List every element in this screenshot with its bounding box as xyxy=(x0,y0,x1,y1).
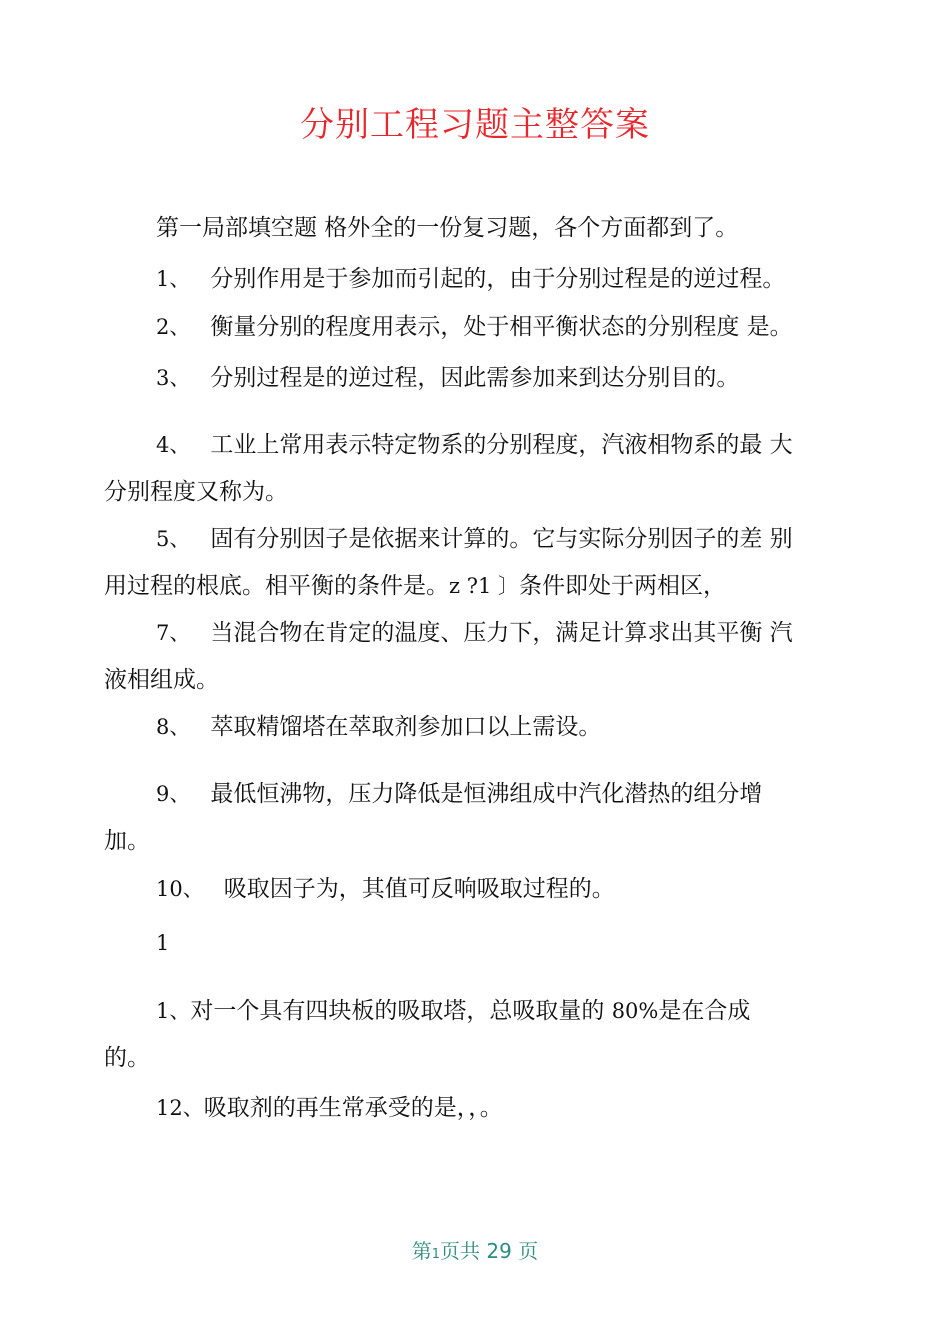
item-number: 1、 xyxy=(156,267,191,291)
footer-prefix: 第 xyxy=(411,1239,432,1263)
list-item xyxy=(156,994,750,1028)
formula-fragment: z ?1 〕 xyxy=(449,574,520,598)
document-title: 分别工程习题主整答案 xyxy=(300,105,650,145)
item-text: 当混合物在肯定的温度、压力下，满足计算求出其平衡 汽 xyxy=(210,620,793,646)
footer-suffix: 页 xyxy=(518,1239,539,1263)
list-item xyxy=(156,522,793,556)
item-number: 8、 xyxy=(156,715,191,739)
item-number: 10、 xyxy=(156,877,204,901)
item-text: 吸取剂的再生常承受的是，，。 xyxy=(203,1095,503,1121)
item-number: 9、 xyxy=(156,782,191,806)
item-text: 吸取因子为，其值可反响吸取过程的。 xyxy=(223,876,615,902)
percent-value: 80% xyxy=(611,999,659,1023)
list-item xyxy=(156,428,793,462)
page-footer xyxy=(0,1236,950,1270)
item-text: 衡量分别的程度用表示，处于相平衡状态的分别程度 是。 xyxy=(210,314,793,340)
continuation-text: 用过程的根底。相平衡的条件是。 xyxy=(104,573,449,599)
list-item xyxy=(156,872,615,906)
list-item xyxy=(156,361,739,395)
page-number-fragment: 1 xyxy=(156,931,170,955)
item-text: 分别过程是的逆过程，因此需参加来到达分别目的。 xyxy=(210,365,740,391)
list-item xyxy=(156,616,793,650)
item-text: 对一个具有四块板的吸取塔，总吸取量的 xyxy=(190,998,605,1024)
footer-total: 29 xyxy=(486,1239,512,1263)
list-item xyxy=(156,710,601,744)
item-number: 1、 xyxy=(156,999,191,1023)
item-text: 萃取精馏塔在萃取剂参加口以上需设。 xyxy=(210,714,602,740)
item-text: 工业上常用表示特定物系的分别程度，汽液相物系的最 大 xyxy=(210,432,793,458)
list-item xyxy=(156,1091,503,1125)
item-text: 分别作用是于参加而引起的，由于分别过程是的逆过程。 xyxy=(210,266,786,292)
item-continuation: 加。 xyxy=(104,828,150,854)
footer-page-number: 1 xyxy=(431,1247,441,1262)
item-text: 最低恒沸物，压力降低是恒沸组成中汽化潜热的组分增 xyxy=(210,781,763,807)
continuation-text: 条件即处于两相区， xyxy=(519,573,727,599)
item-number: 7、 xyxy=(156,621,191,645)
item-number: 5、 xyxy=(156,527,191,551)
item-text: 是在合成 xyxy=(658,998,751,1024)
item-number: 12、 xyxy=(156,1096,204,1120)
item-number: 4、 xyxy=(156,433,191,457)
footer-middle: 页共 xyxy=(440,1239,481,1263)
item-continuation xyxy=(104,569,726,603)
item-continuation: 液相组成。 xyxy=(104,667,219,693)
item-number: 2、 xyxy=(156,315,191,339)
item-text: 固有分别因子是依据来计算的。它与实际分别因子的差 别 xyxy=(210,526,793,552)
item-continuation: 分别程度又称为。 xyxy=(104,479,288,505)
item-number: 3、 xyxy=(156,366,191,390)
intro-line: 第一局部填空题 格外全的一份复习题，各个方面都到了。 xyxy=(156,215,739,241)
item-continuation: 的。 xyxy=(104,1045,150,1071)
list-item xyxy=(156,777,762,811)
list-item xyxy=(156,262,785,296)
list-item xyxy=(156,310,793,344)
